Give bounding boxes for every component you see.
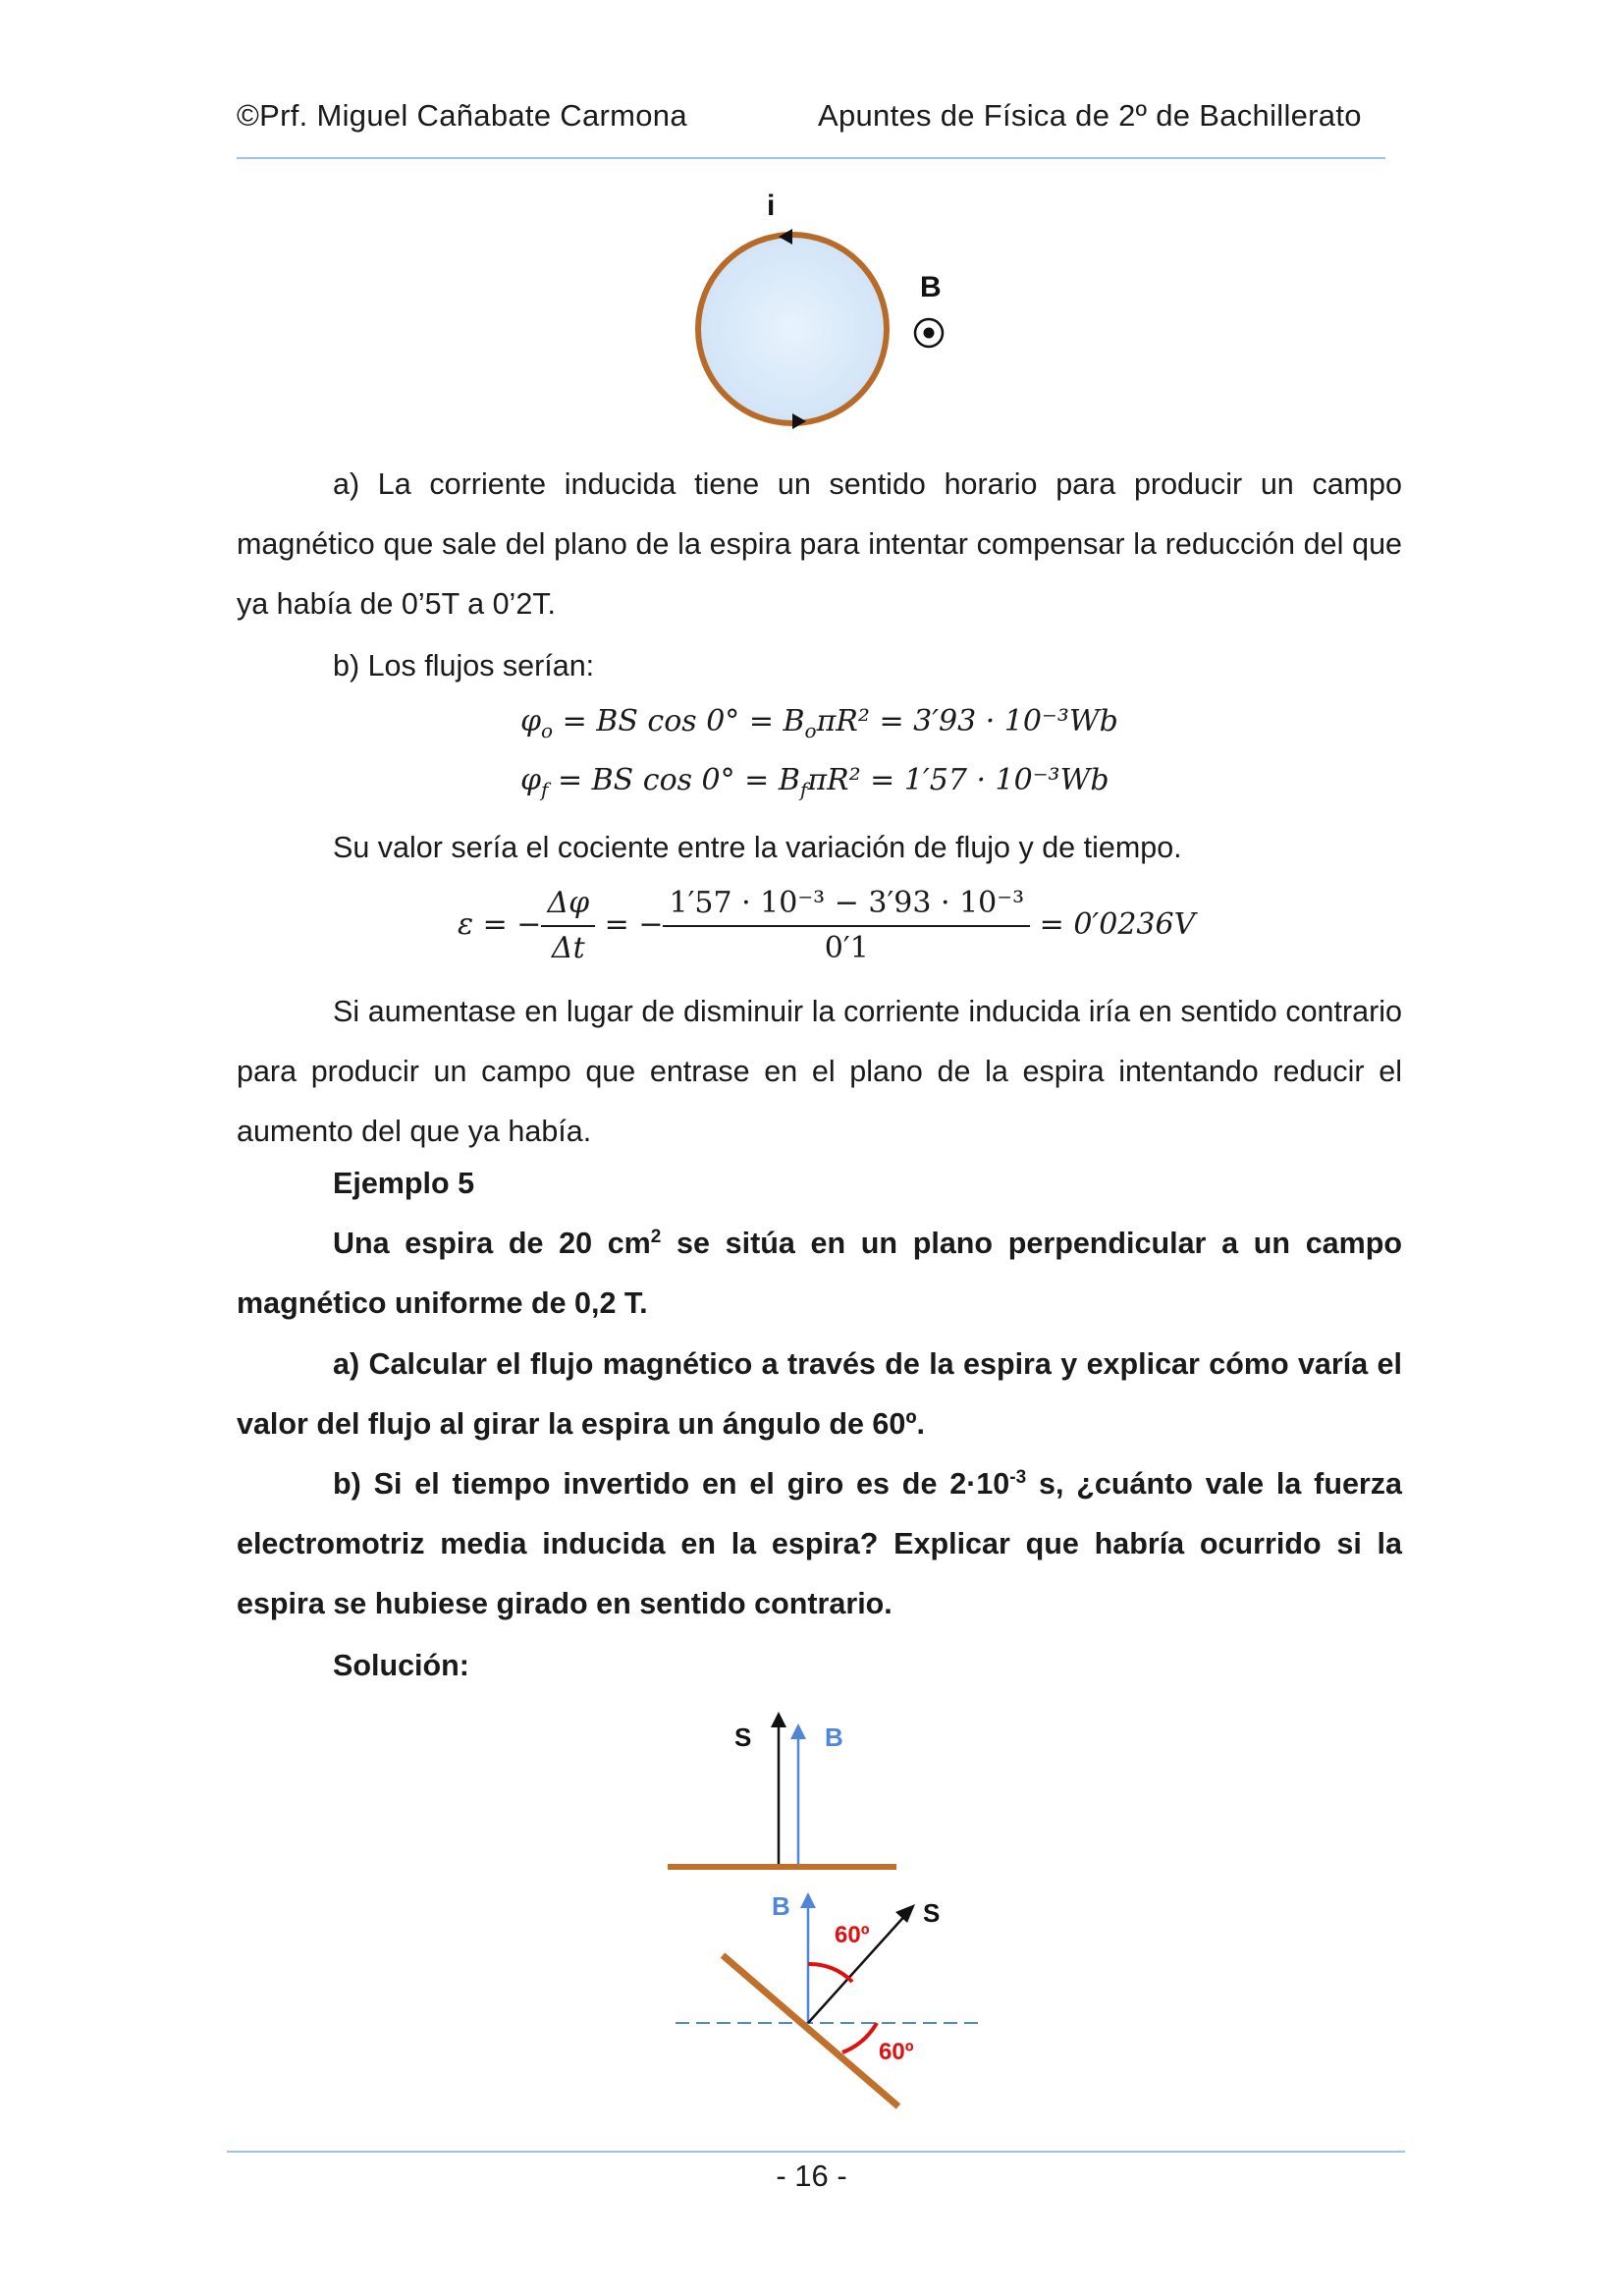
b-label: B (825, 1722, 843, 1752)
angle-label-upper: 60º (835, 1922, 870, 1948)
page-number: - 16 - (776, 2159, 847, 2193)
loop-ring (698, 235, 887, 423)
field-out-of-page-icon (915, 319, 943, 347)
s-label-2: S (923, 1898, 941, 1928)
paragraph-increase: Si aumentase en lugar de disminuir la corriente inducida iría en sentido contrario para producir un campo que entrase en el plano de la espira intentando reducir el aumento del que ya había. (237, 995, 1402, 1148)
header-rule (237, 157, 1385, 159)
paragraph-value: Su valor sería el cociente entre la variación de flujo y de tiempo. (333, 831, 1182, 864)
solution-label: Solución: (333, 1649, 469, 1682)
angle-arc-lower (842, 2023, 877, 2052)
field-vector-b-arrow-icon (790, 1723, 806, 1739)
field-vector-b-2-arrow-icon (800, 1892, 816, 1908)
paragraph-a: a) La corriente inducida tiene un sentido horario para producir un campo magnético que sale del plano de la espira para intentar compensar la reducción del que ya había de 0’5T a 0’2T. (237, 467, 1402, 621)
angle-label-lower: 60º (879, 2039, 914, 2065)
surface-vector-s-arrow-icon (771, 1712, 786, 1727)
problem-part-b: b) Si el tiempo invertido en el giro es de $2\cdot 10^{-3}$ s, ¿cuánto vale la fuerza electromotriz media inducida en la espira? Explicar que habría ocurrido si la espira se hubiese girado en sentido contrario. (237, 1466, 1402, 1620)
equation-flux-final: $\varphi_f$ = BS $\cos 0^\circ = B_f\pi R^2 = 1'57 \cdot 10^{-3}Wb$ (520, 763, 1109, 801)
surface-vector-s-2-arrow-icon (895, 1904, 915, 1923)
header-author: ©Prf. Miguel Cañabate Carmona (237, 98, 687, 133)
current-label: i (767, 190, 776, 222)
angle-arc-upper (808, 1964, 852, 1982)
example-title: Ejemplo 5 (333, 1167, 475, 1200)
field-label: B (920, 271, 942, 303)
equation-flux-initial: $\varphi_o$ = BS $\cos 0^\circ = B_o\pi R^2 = 3'93 \cdot 10^{-3}Wb$ (520, 704, 1118, 742)
problem-part-a: a) Calcular el flujo magnético a través de la espira y explicar cómo varía el valor del flujo al girar la espira un ángulo de 60º. (237, 1347, 1402, 1441)
loop-figure (677, 187, 972, 452)
paragraph-b: b) Los flujos serían: (333, 649, 595, 683)
rotation-figure (668, 1704, 992, 2126)
s-label: S (734, 1722, 752, 1752)
problem-statement: Una espira de 20 $cm^2$ se sitúa en un plano perpendicular a un campo magnético uniforme de 0,2 T. (237, 1226, 1402, 1320)
header-course: Apuntes de Física de 2º de Bachillerato (818, 98, 1362, 133)
footer-rule (227, 2151, 1405, 2153)
b-label-2: B (772, 1891, 790, 1921)
equation-emf: ε = − $\frac{\Delta\varphi}{\Delta t}$ = − $\frac{\text{1′57 · 10⁻³ − 3′93 · 10⁻³}}{0'1}$ = 0′0236V (458, 882, 1195, 970)
